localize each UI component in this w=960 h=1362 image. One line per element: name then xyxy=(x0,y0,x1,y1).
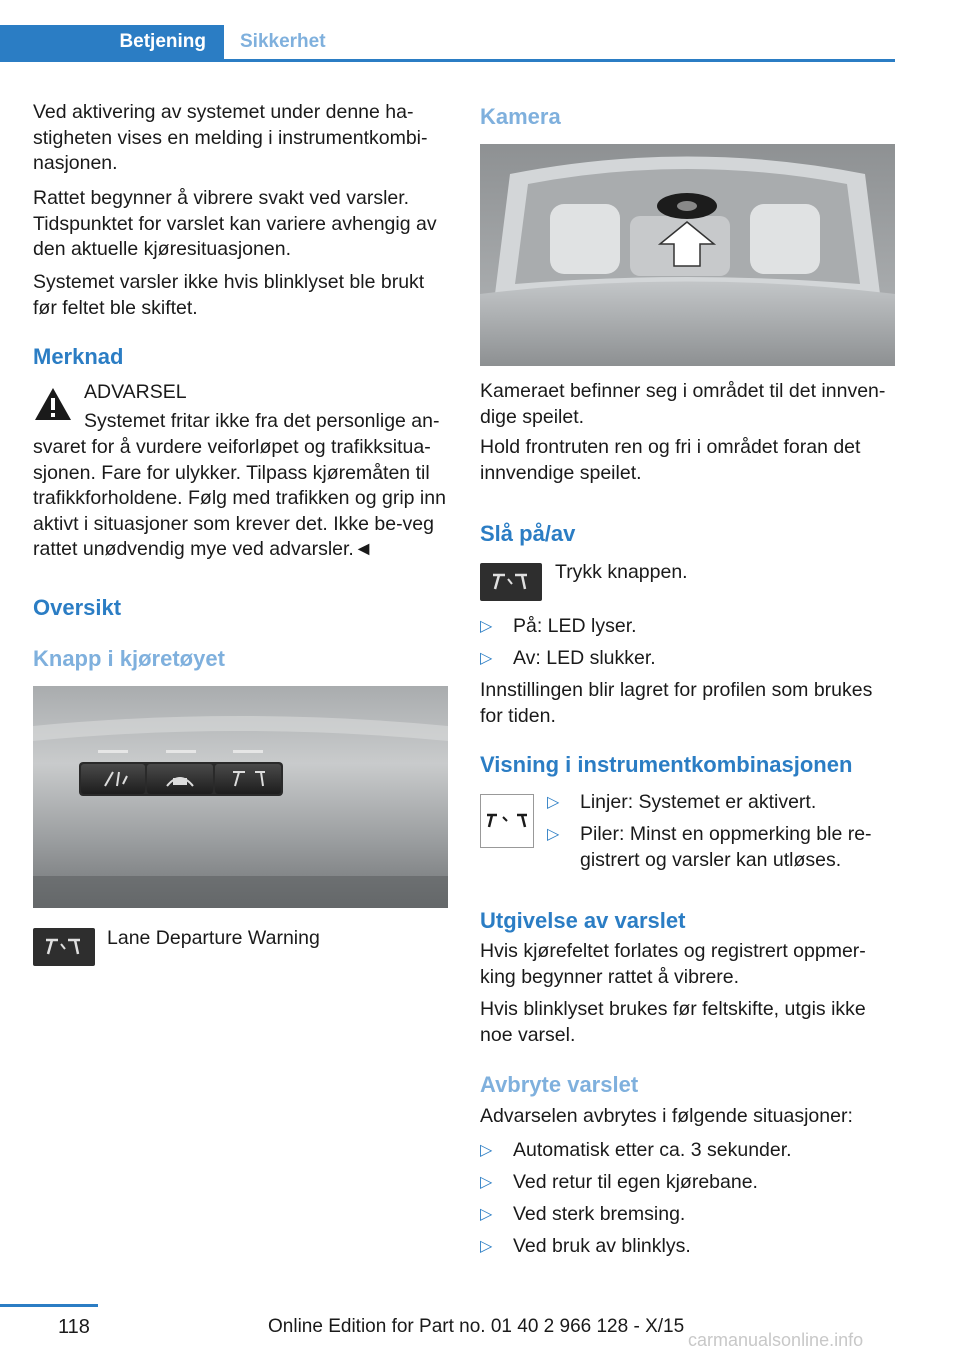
bullet-icon: ▷ xyxy=(480,650,493,667)
bullet-icon: ▷ xyxy=(480,1206,493,1223)
paragraph-vibration: Rattet begynner å vibrere svakt ved varsler. Tidspunktet for varslet kan variere avhengig av den aktuelle kjøresituasjonen. xyxy=(33,187,437,260)
heading-slaa-paa-av: Slå på/av xyxy=(480,521,576,546)
warning-triangle-icon xyxy=(33,386,73,422)
paragraph-blinker: Systemet varsler ikke hvis blinklyset ble brukt før feltet ble skiftet. xyxy=(33,271,425,319)
lane-departure-button-icon-2 xyxy=(480,563,542,601)
list-item: ▷ På: LED lyser. xyxy=(480,614,637,640)
list-item: ▷ Linjer: Systemet er aktivert. xyxy=(547,790,816,816)
lane-departure-button-icon xyxy=(33,928,95,966)
list-item: ▷ Ved bruk av blinklys. xyxy=(480,1234,691,1260)
heading-kamera: Kamera xyxy=(480,104,561,129)
bullet-icon: ▷ xyxy=(547,826,560,843)
heading-visning: Visning i instrumentkombinasjonen xyxy=(480,752,853,777)
paragraph-profile: Innstillingen blir lagret for profilen som brukes for tiden. xyxy=(480,679,873,727)
tab-underline xyxy=(0,59,895,62)
press-button-text: Trykk knappen. xyxy=(555,561,688,583)
edition-text: Online Edition for Part no. 01 40 2 966 128 - X/15 xyxy=(268,1316,685,1337)
warning-text: svaret for å vurdere veiforløpet og trafikksitua-sjonen. Fare for ulykker. Tilpass kjøremåten til trafikkforholdene. Følg med trafikken og grip inn aktivt i situasjoner som krever det. Ikke be-veg rattet unødvendig mye ved advarsler.◄ xyxy=(33,436,446,560)
tab-sikkerhet[interactable]: Sikkerhet xyxy=(240,31,326,52)
paragraph-avbryte: Advarselen avbrytes i følgende situasjoner: xyxy=(480,1105,853,1127)
heading-oversikt: Oversikt xyxy=(33,595,122,620)
heading-utgivelse: Utgivelse av varslet xyxy=(480,908,686,933)
heading-avbryte: Avbryte varslet xyxy=(480,1072,639,1097)
list-item: ▷ Piler: Minst en oppmerking ble re-gistrert og varsler kan utløses. xyxy=(547,823,872,871)
bullet-icon: ▷ xyxy=(480,1174,493,1191)
list-item: ▷ Ved retur til egen kjørebane. xyxy=(480,1170,758,1196)
button-caption: Lane Departure Warning xyxy=(107,927,320,949)
warning-title: ADVARSEL xyxy=(84,381,187,403)
paragraph-utgivelse-2: Hvis blinklyset brukes før feltskifte, utgis ikke noe varsel. xyxy=(480,998,866,1046)
heading-knapp: Knapp i kjøretøyet xyxy=(33,646,225,671)
paragraph-kamera-location: Kameraet befinner seg i området til det innven-dige speilet. xyxy=(480,380,886,428)
camera-windshield-photo xyxy=(480,144,895,366)
list-item: ▷ Automatisk etter ca. 3 sekunder. xyxy=(480,1138,792,1164)
page-number: 118 xyxy=(58,1316,90,1338)
footer-accent-line xyxy=(0,1304,98,1307)
paragraph-kamera-clean: Hold frontruten ren og fri i området foran det innvendige speilet. xyxy=(480,436,861,484)
bullet-icon: ▷ xyxy=(547,794,560,811)
button-panel-photo xyxy=(33,686,448,908)
bullet-icon: ▷ xyxy=(480,618,493,635)
list-item: ▷ Ved sterk bremsing. xyxy=(480,1202,685,1228)
bullet-icon: ▷ xyxy=(480,1142,493,1159)
list-item: ▷ Av: LED slukker. xyxy=(480,646,656,672)
tab-betjening[interactable]: Betjening xyxy=(0,25,224,59)
warning-text-first-line: Systemet fritar ikke fra det personlige an- xyxy=(84,410,440,432)
bullet-icon: ▷ xyxy=(480,1238,493,1255)
watermark: carmanualsonline.info xyxy=(688,1330,864,1350)
paragraph-utgivelse-1: Hvis kjørefeltet forlates og registrert oppmer-king begynner rattet å vibrere. xyxy=(480,940,866,988)
heading-merknad: Merknad xyxy=(33,344,124,369)
paragraph-activation: Ved aktivering av systemet under denne ha-stigheten vises en melding i instrumentkombi-nasjonen. xyxy=(33,101,428,174)
instrument-display-icon xyxy=(480,794,534,848)
chapter-tabs xyxy=(0,25,895,61)
